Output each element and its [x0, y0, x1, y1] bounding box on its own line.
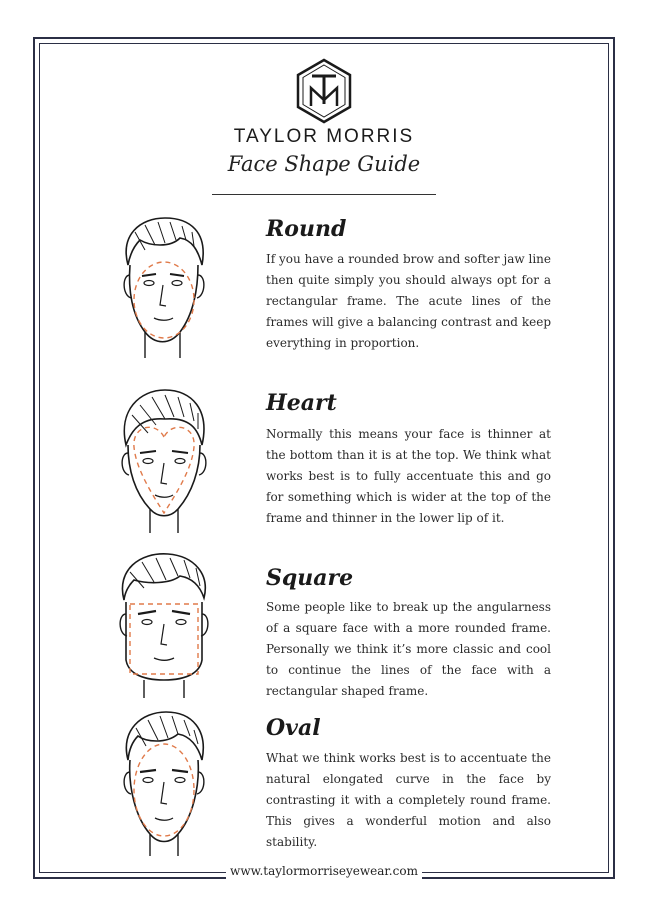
round-face-illustration: [110, 210, 215, 360]
title-divider: [212, 194, 436, 195]
heart-face-illustration: [110, 385, 215, 535]
website-link[interactable]: www.taylormorriseyewear.com: [230, 864, 418, 878]
oval-description: What we think works best is to accentuate the natural elongated curve in the face by contrasting it with a completely round frame. This gives a wonderful motion and also stability.: [266, 751, 551, 849]
brand-name: TAYLOR MORRIS: [233, 126, 415, 147]
square-description: Some people like to break up the angularness of a square face with a more rounded frame. Personally we think it’s more classic and cool to continue the lines of the face with a rectangular shaped frame.: [266, 600, 551, 698]
heart-description: Normally this means your face is thinner at the bottom than it is at the top. We think what works best is to fully accentuate this and go for something which is wider at the top of the frame and thinner in the lower lip of it.: [266, 427, 551, 525]
guide-title: Face Shape Guide: [227, 152, 421, 176]
oval-face-illustration: [110, 708, 215, 858]
square-heading: Square: [266, 565, 354, 591]
round-description: If you have a rounded brow and softer jaw line then quite simply you should always opt for a rectangular frame. The acute lines of the frames will give a balancing contrast and keep everything in proportion.: [266, 252, 551, 350]
square-face-illustration: [110, 550, 215, 700]
taylor-morris-logo: [295, 58, 353, 124]
oval-heading: Oval: [266, 715, 321, 741]
round-heading: Round: [266, 216, 347, 242]
heart-heading: Heart: [266, 390, 337, 416]
